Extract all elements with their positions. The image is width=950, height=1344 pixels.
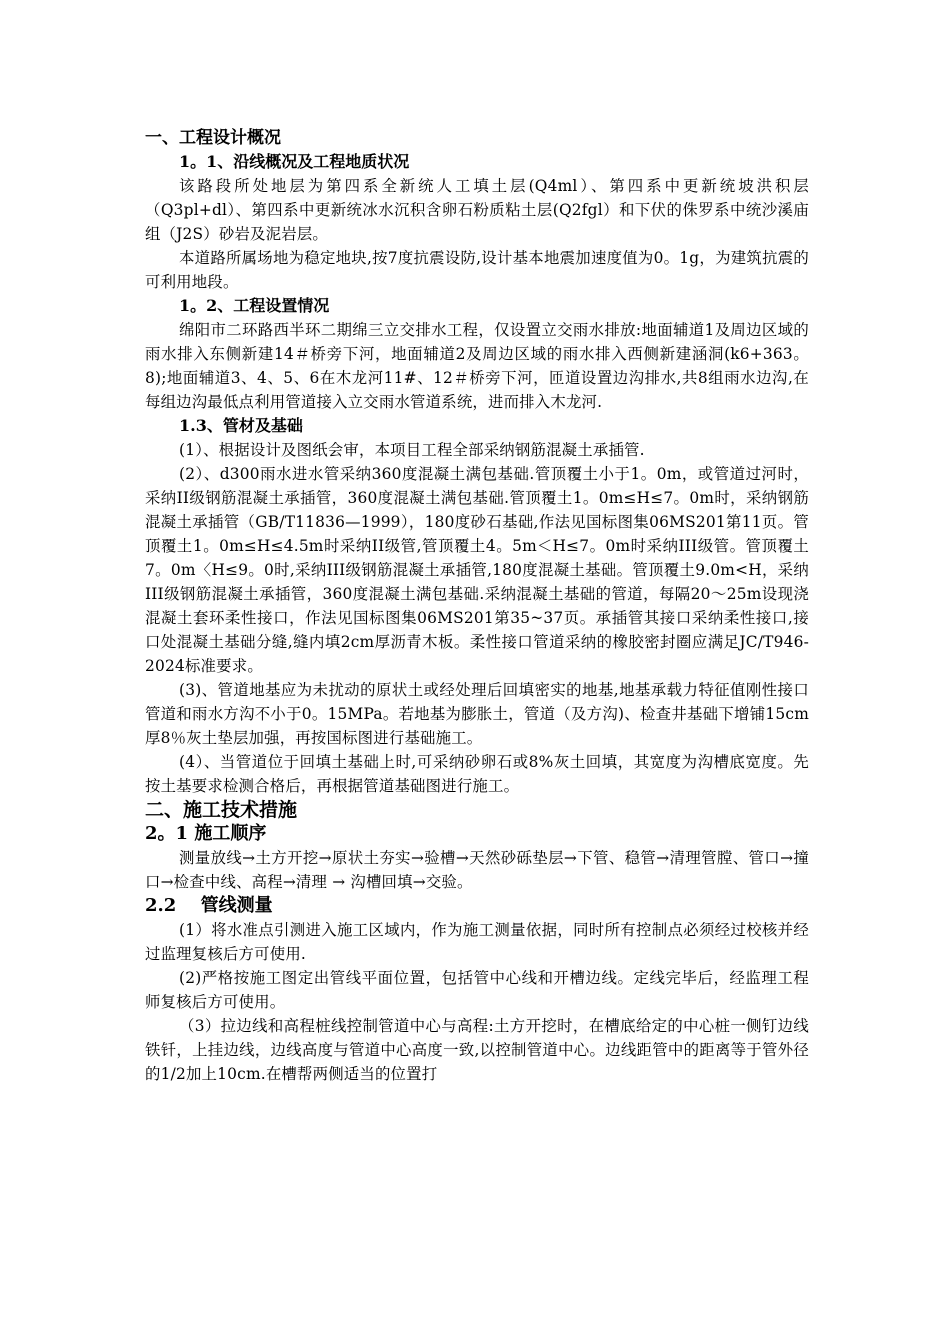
- section-2-1-heading: 2。1 施工顺序: [145, 823, 267, 844]
- section-1-1-heading: 1。1、沿线概况及工程地质状况: [179, 152, 410, 171]
- section-1-2-heading: 1。2、工程设置情况: [179, 296, 330, 315]
- section-1-heading: 一、工程设计概况: [145, 128, 281, 148]
- paragraph: (3)、管道地基应为未扰动的原状土或经处理后回填密实的地基,地基承载力特征值刚性接口管道和雨水方沟不小于0。15MPa。若地基为膨胀土，管道（及方沟)、检查井基础下增铺15cm厚8％灰土垫层加强，再按国标图进行基础施工。: [145, 681, 809, 747]
- paragraph: (1）将水准点引测进入施工区域内，作为施工测量依据，同时所有控制点必须经过校核并经过监理复核后方可使用.: [145, 921, 809, 963]
- paragraph: 本道路所属场地为稳定地块,按7度抗震设防,设计基本地震加速度值为0。1g，为建筑抗震的可利用地段。: [145, 249, 809, 291]
- document-body: [145, 126, 809, 1086]
- paragraph: 绵阳市二环路西半环二期绵三立交排水工程，仅设置立交雨水排放:地面辅道1及周边区域的雨水排入东侧新建14＃桥旁下河，地面辅道2及周边区域的雨水排入西侧新建涵洞(k6+363。8);地面辅道3、4、5、6在木龙河11#、12＃桥旁下河，匝道设置边沟排水,共8组雨水边沟,在每组边沟最低点利用管道接入立交雨水管道系统，进而排入木龙河.: [145, 321, 809, 411]
- paragraph: (1）、根据设计及图纸会审，本项目工程全部采纳钢筋混凝土承插管.: [179, 441, 645, 459]
- paragraph: (2)严格按施工图定出管线平面位置，包括管中心线和开槽边线。定线完毕后，经监理工程师复核后方可使用。: [145, 969, 809, 1011]
- paragraph: （3）拉边线和高程桩线控制管道中心与高程:土方开挖时，在槽底给定的中心桩一侧钉边线铁钎，上挂边线，边线高度与管道中心高度一致,以控制管道中心。边线距管中的距离等于管外径的1/2加上10cm.在槽帮两侧适当的位置打: [145, 1017, 809, 1083]
- paragraph: 该路段所处地层为第四系全新统人工填土层(Q4ml）、第四系中更新统坡洪积层（Q3pl+dl）、第四系中更新统冰水沉积含卵石粉质粘土层(Q2fgl）和下伏的侏罗系中统沙溪庙组（J2S）砂岩及泥岩层。: [145, 177, 809, 243]
- paragraph: (4）、当管道位于回填土基础上时,可采纳砂卵石或8%灰土回填，其宽度为沟槽底宽度。先按土基要求检测合格后，再根据管道基础图进行施工。: [145, 753, 809, 795]
- paragraph: (2）、d300雨水进水管采纳360度混凝土满包基础.管顶覆土小于1。0m，或管道过河时，采纳II级钢筋混凝土承插管，360度混凝土满包基础.管顶覆土1。0m≤H≤7。0m时，采纳钢筋混凝土承插管（GB/T11836—1999），180度砂石基础,作法见国标图集06MS201第11页。管顶覆土1。0m≤H≤4.5m时采纳II级管,管顶覆土4。5m＜H≤7。0m时采纳III级管。管顶覆土7。0m〈H≤9。0时,采纳III级钢筋混凝土承插管,180度混凝土基础。管顶覆土9.0m<H，采纳III级钢筋混凝土承插管，360度混凝土满包基础.采纳混凝土基础的管道，每隔20～25m设现浇混凝土套环柔性接口，作法见国标图集06MS201第35~37页。承插管其接口采纳柔性接口,接口处混凝土基础分缝,缝内填2cm厚沥青木板。柔性接口管道采纳的橡胶密封圈应满足JC/T946-2024标准要求。: [145, 465, 809, 675]
- paragraph: 测量放线→土方开挖→原状土夯实→验槽→天然砂砾垫层→下管、稳管→清理管膛、管口→撞口→检查中线、高程→清理 → 沟槽回填→交验。: [145, 849, 809, 891]
- section-1-3-heading: 1.3、管材及基础: [179, 416, 303, 435]
- section-2-heading: 二、施工技术措施: [145, 799, 298, 821]
- section-2-2-heading: 2.2 管线测量: [145, 895, 273, 916]
